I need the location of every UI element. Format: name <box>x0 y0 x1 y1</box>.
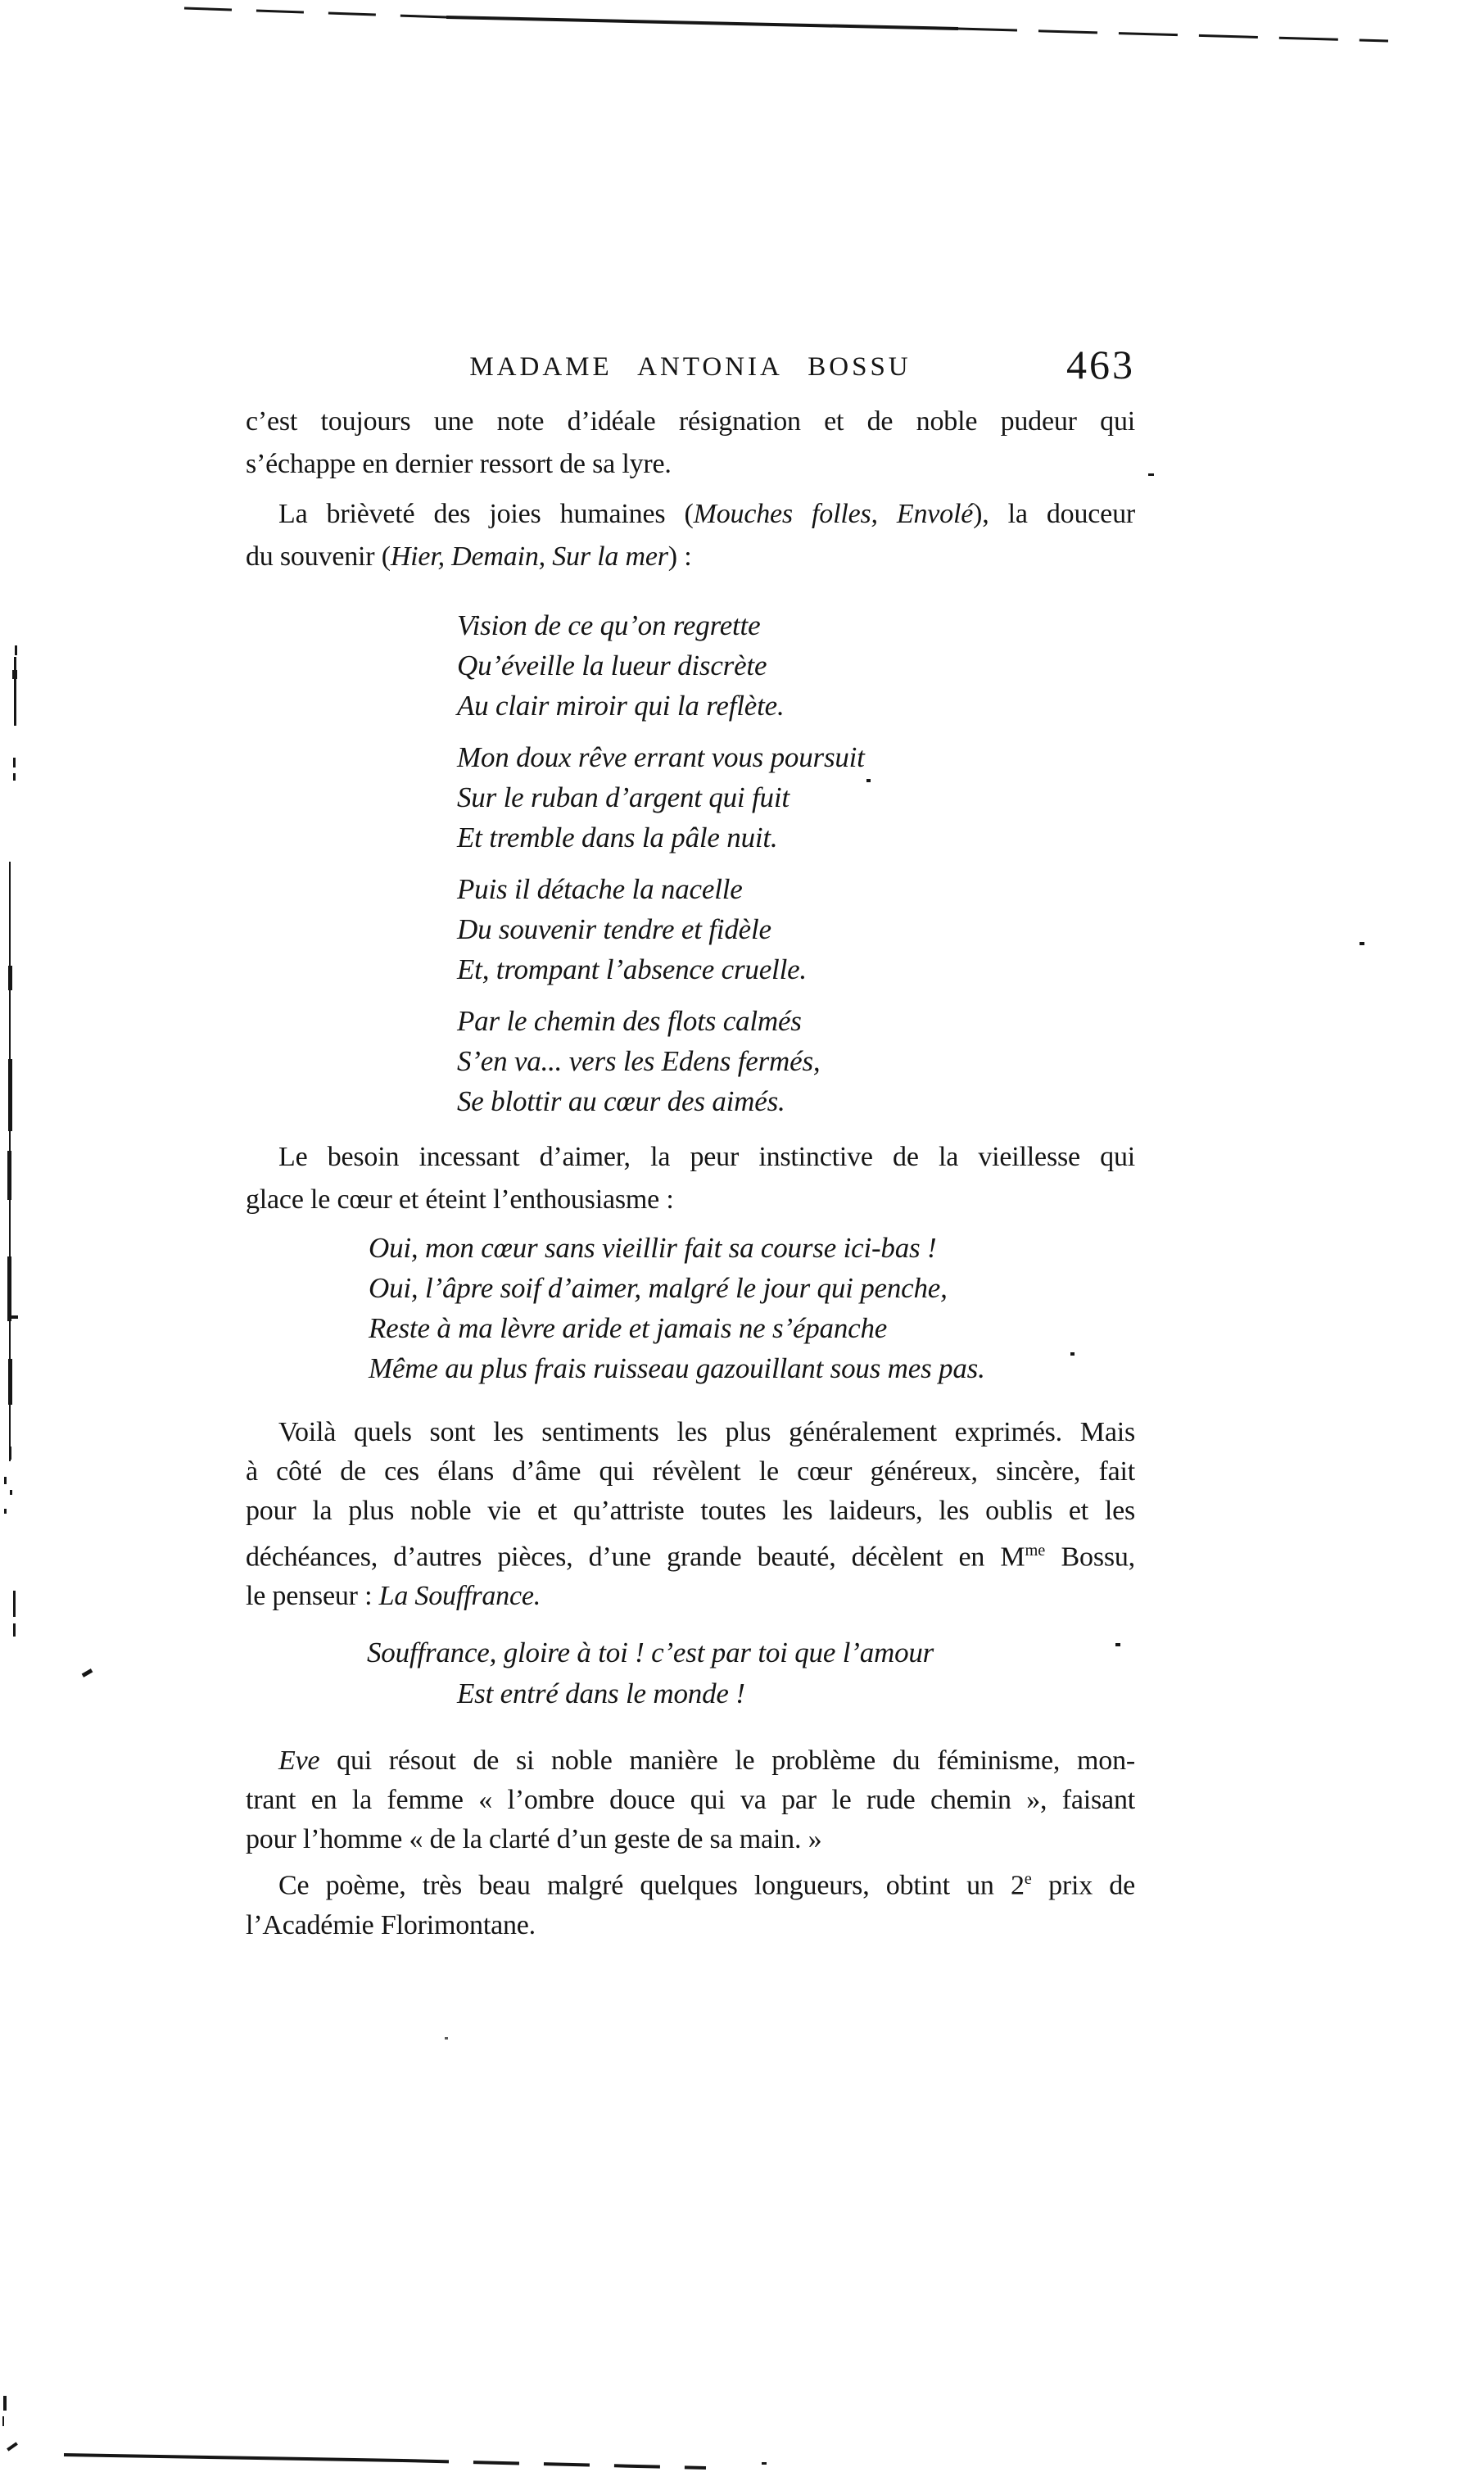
text-line <box>246 536 1135 578</box>
scan-artifact <box>14 657 16 726</box>
scan-artifact <box>13 773 16 781</box>
text-segment: La Souffrance. <box>378 1581 541 1612</box>
text-segment: Oui, mon cœur sans vieillir fait sa course ici-bas ! <box>369 1232 937 1264</box>
scan-artifact <box>1115 1643 1120 1646</box>
text-line <box>457 605 1135 645</box>
scan-artifact <box>7 1151 11 1200</box>
scan-artifact <box>8 966 12 990</box>
text-segment: pour l’homme « de la clarté d’un geste de sa main. » <box>246 1824 822 1855</box>
text-line <box>246 493 1135 536</box>
text-line <box>246 401 1135 443</box>
text-segment: Se blottir au cœur des aimés. <box>457 1085 785 1117</box>
text-segment: Et tremble dans la pâle nuit. <box>457 822 778 853</box>
text-line <box>369 1348 1135 1388</box>
page-header <box>246 342 1135 392</box>
text-segment: Eve <box>278 1745 320 1777</box>
scan-artifact <box>3 2396 7 2411</box>
text-line <box>246 1820 1135 1859</box>
text-line <box>246 1906 1135 1945</box>
scan-artifact <box>8 1359 12 1405</box>
scan-artifact <box>9 1447 11 1460</box>
text-segment: c’est toujours une note d’idéale résignation et de noble pudeur qui <box>246 406 1135 437</box>
text-segment: Puis il détache la nacelle <box>457 873 743 905</box>
text-line <box>246 1179 1135 1221</box>
scan-artifact <box>2 2416 4 2426</box>
text-line <box>246 1859 1135 1905</box>
text-segment: Et, trompant l’absence cruelle. <box>457 953 807 985</box>
block-p1 <box>246 401 1135 486</box>
text-segment: me <box>1025 1542 1046 1560</box>
page-number: 463 <box>1066 342 1135 387</box>
text-segment: déchéances, d’autres pièces, d’une grande beauté, décèlent en M <box>246 1542 1025 1573</box>
scan-artifact <box>12 670 17 679</box>
scan-artifact <box>15 645 17 655</box>
text-segment: Du souvenir tendre et fidèle <box>457 913 771 945</box>
text-line <box>246 1577 1135 1616</box>
scan-artifact <box>445 2037 448 2040</box>
text-line <box>457 949 1135 989</box>
block-poem1b <box>457 737 1135 858</box>
text-segment: pour la plus noble vie et qu’attriste toutes les laideurs, les oublis et les <box>246 1496 1135 1526</box>
text-line <box>457 1673 1135 1714</box>
text-segment: ) : <box>667 541 692 572</box>
text-line <box>457 1081 1135 1121</box>
text-segment: Au clair miroir qui la reflète. <box>457 690 785 722</box>
text-segment: Même au plus frais ruisseau gazouillant sous mes pas. <box>369 1352 985 1384</box>
text-segment: ), la douceur <box>973 499 1135 529</box>
text-column <box>246 342 1135 1945</box>
block-poem2 <box>369 1228 1135 1388</box>
text-line <box>367 1632 1135 1673</box>
text-segment: glace le cœur et éteint l’enthousiasme : <box>246 1184 674 1215</box>
block-poem1c <box>457 869 1135 989</box>
block-p4 <box>246 1413 1135 1616</box>
scan-artifact <box>4 1509 7 1514</box>
block-p3 <box>246 1136 1135 1221</box>
scan-artifact <box>1148 473 1154 476</box>
text-segment: Voilà quels sont les sentiments les plus généralement exprimés. Mais <box>278 1417 1135 1447</box>
scan-artifact <box>7 1256 11 1321</box>
text-segment: Hier, Demain, Sur la mer <box>390 541 668 572</box>
text-segment: Vision de ce qu’on regrette <box>457 609 761 641</box>
text-segment: Souffrance, gloire à toi ! c’est par toi que l’amour <box>367 1637 934 1669</box>
scan-artifact <box>7 2442 18 2451</box>
block-p5 <box>246 1741 1135 1859</box>
text-line <box>369 1268 1135 1308</box>
scan-artifact <box>13 758 16 767</box>
text-line <box>457 869 1135 909</box>
text-segment: Le besoin incessant d’aimer, la peur instinctive de la vieillesse qui <box>278 1142 1135 1172</box>
text-line <box>246 1531 1135 1577</box>
scan-artifact <box>1360 942 1364 945</box>
text-segment: Qu’éveille la lueur discrète <box>457 650 767 681</box>
text-line <box>457 737 1135 777</box>
block-poem1d <box>457 1001 1135 1121</box>
text-segment: s’échappe en dernier ressort de sa lyre. <box>246 449 672 479</box>
text-line <box>457 686 1135 726</box>
scan-artifact <box>13 1591 16 1617</box>
text-line <box>457 817 1135 858</box>
text-segment: Sur le ruban d’argent qui fuit <box>457 781 790 813</box>
block-poem1a <box>457 605 1135 726</box>
scan-artifact <box>82 1668 93 1677</box>
text-segment: Mon doux rêve errant vous poursuit <box>457 741 865 773</box>
text-line <box>457 1041 1135 1081</box>
scan-artifact <box>4 1477 7 1484</box>
text-line <box>457 777 1135 817</box>
text-segment: Bossu, <box>1045 1542 1135 1573</box>
scan-artifact <box>13 1623 16 1637</box>
text-segment: trant en la femme « l’ombre douce qui va par le rude chemin », faisant <box>246 1785 1135 1816</box>
text-line <box>246 1781 1135 1820</box>
text-segment: Est entré dans le monde ! <box>457 1677 745 1710</box>
scan-artifact <box>8 1059 12 1131</box>
text-segment: du souvenir ( <box>246 541 391 572</box>
block-p2 <box>246 493 1135 578</box>
text-segment: e <box>1024 1870 1032 1889</box>
text-segment: Ce poème, très beau malgré quelques longueurs, obtint un 2 <box>278 1870 1025 1901</box>
text-segment: Oui, l’âpre soif d’aimer, malgré le jour qui penche, <box>369 1272 948 1304</box>
text-line <box>246 1413 1135 1452</box>
text-segment: prix de <box>1031 1870 1135 1901</box>
text-line <box>246 1492 1135 1531</box>
text-segment: Reste à ma lèvre aride et jamais ne s’épanche <box>369 1312 888 1344</box>
text-line <box>457 645 1135 686</box>
running-head: MADAME ANTONIA BOSSU <box>469 352 912 382</box>
text-segment: Par le chemin des flots calmés <box>457 1005 802 1037</box>
text-segment: le penseur : <box>246 1581 379 1612</box>
scan-artifact <box>762 2462 767 2465</box>
text-segment: l’Académie Florimontane. <box>246 1909 536 1940</box>
text-line <box>457 909 1135 949</box>
block-poem3 <box>367 1632 1135 1714</box>
block-p6 <box>246 1859 1135 1945</box>
text-line <box>246 443 1135 486</box>
text-segment: S’en va... vers les Edens fermés, <box>457 1045 821 1077</box>
text-segment: Mouches folles, Envolé <box>693 499 974 529</box>
scan-artifact <box>1070 1352 1075 1356</box>
text-line <box>457 1001 1135 1041</box>
text-line <box>246 1452 1135 1492</box>
scan-artifact <box>10 1315 18 1319</box>
text-line <box>369 1228 1135 1268</box>
scan-artifact <box>866 779 871 782</box>
text-segment: qui résout de si noble manière le problème du féminisme, mon- <box>319 1745 1135 1777</box>
scan-artifact <box>10 1490 12 1495</box>
text-segment: La brièveté des joies humaines ( <box>278 499 694 529</box>
text-line <box>369 1308 1135 1348</box>
text-line <box>246 1741 1135 1781</box>
text-segment: à côté de ces élans d’âme qui révèlent le cœur généreux, sincère, fait <box>246 1456 1135 1487</box>
text-line <box>246 1136 1135 1179</box>
